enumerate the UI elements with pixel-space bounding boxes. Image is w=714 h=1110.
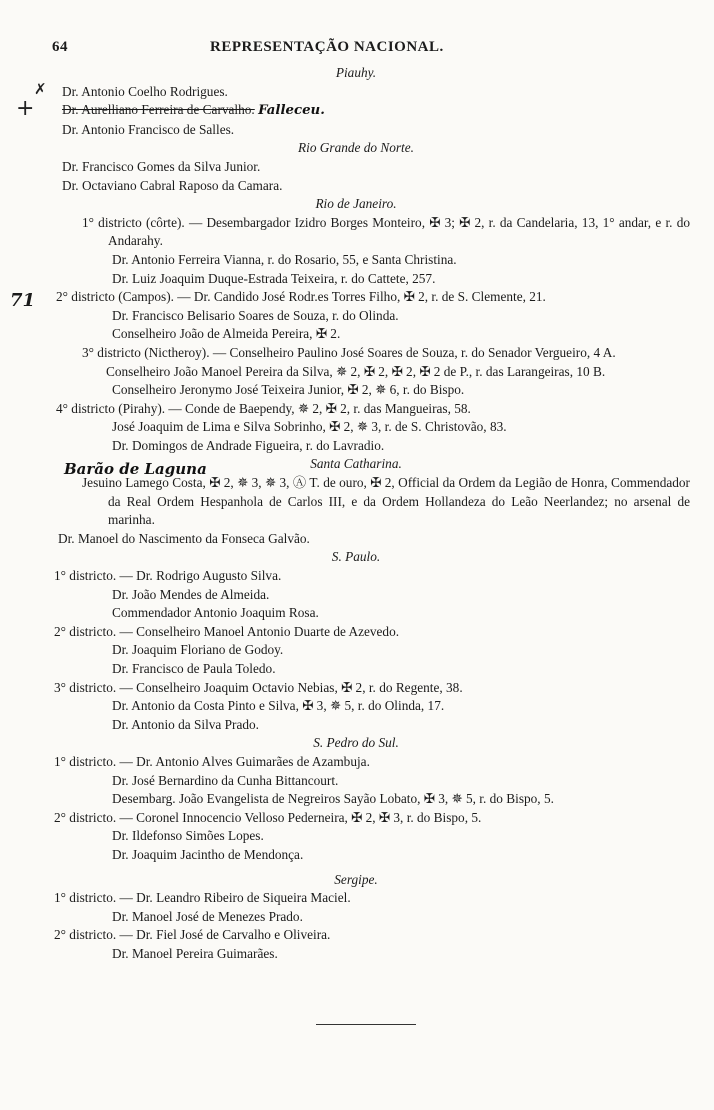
region-title-rio-de-janeiro: Rio de Janeiro.: [315, 196, 397, 212]
deputies-list: [22, 64, 690, 964]
list-item: Dr. Francisco Belisario Soares de Souza, r. do Olinda.: [112, 307, 399, 323]
list-item: 4° districto (Pirahy). — Conde de Baependy, ✵ 2, ✠ 2, r. das Mangueiras, 58.: [56, 400, 471, 416]
margin-tick-mark: ✗: [34, 80, 47, 98]
list-item: Conselheiro Jeronymo José Teixeira Junior, ✠ 2, ✵ 6, r. do Bispo.: [112, 382, 465, 398]
list-item: Dr. Joaquim Floriano de Godoy.: [112, 642, 284, 658]
list-item: Dr. João Mendes de Almeida.: [112, 586, 270, 602]
region-title-rio-grande-do-norte: Rio Grande do Norte.: [298, 140, 414, 156]
region-title-sao-pedro-do-sul: S. Pedro do Sul.: [313, 735, 399, 751]
list-item: Dr. Ildefonso Simões Lopes.: [112, 828, 264, 844]
list-item: Dr. Antonio da Silva Prado.: [112, 716, 259, 732]
list-item: 2° districto. — Conselheiro Manoel Antonio Duarte de Azevedo.: [54, 623, 400, 639]
list-item: Conselheiro João Manoel Pereira da Silva, ✵ 2, ✠ 2, ✠ 2, ✠ 2 de P., r. das Larangeiras, 10 B.: [106, 363, 606, 379]
list-item: Dr. Manoel Pereira Guimarães.: [112, 945, 278, 961]
list-item: 1° districto. — Dr. Leandro Ribeiro de Siqueira Maciel.: [54, 890, 351, 906]
list-item: 2° districto (Campos). — Dr. Candido José Rodr.es Torres Filho, ✠ 2, r. de S. Clemente, 21.: [56, 289, 546, 305]
list-item: Dr. Manoel do Nascimento da Fonseca Galvão.: [58, 530, 310, 546]
list-item: Desembarg. João Evangelista de Negreiros Sayão Lobato, ✠ 3, ✵ 5, r. do Bispo, 5.: [112, 791, 554, 807]
list-item: Dr. Domingos de Andrade Figueira, r. do Lavradio.: [112, 437, 385, 453]
list-item: 1° districto. — Dr. Rodrigo Augusto Silva.: [54, 568, 282, 584]
list-item: Dr. Joaquim Jacintho de Mendonça.: [112, 846, 304, 862]
list-item: Dr. José Bernardino da Cunha Bittancourt.: [112, 772, 339, 788]
list-item: 1° districto. — Dr. Antonio Alves Guimarães de Azambuja.: [54, 753, 370, 769]
region-title-santa-catharina: Santa Catharina.: [310, 456, 402, 472]
list-item: Dr. Manoel José de Menezes Prado.: [112, 908, 303, 924]
list-item: José Joaquim de Lima e Silva Sobrinho, ✠ 2, ✵ 3, r. de S. Christovão, 83.: [112, 419, 507, 435]
handwritten-annotation: Falleceu.: [258, 103, 325, 119]
running-title: REPRESENTAÇÃO NACIONAL.: [210, 39, 444, 55]
struck-entry: Dr. Aurelliano Ferreira de Carvalho.: [62, 102, 255, 118]
margin-plus-mark: +: [16, 96, 35, 121]
list-item: 3° districto (Nictheroy). — Conselheiro Paulino José Soares de Souza, r. do Senador Vergueiro, 4 A.: [82, 344, 616, 360]
list-item: Dr. Francisco Gomes da Silva Junior.: [62, 158, 261, 174]
list-item: 3° districto. — Conselheiro Joaquim Octavio Nebias, ✠ 2, r. do Regente, 38.: [54, 679, 463, 695]
margin-handwritten-note: 71: [10, 290, 36, 311]
list-item: Commendador Antonio Joaquim Rosa.: [112, 605, 319, 621]
handwritten-annotation: Barão de Laguna: [64, 460, 207, 479]
page-number: 64: [52, 39, 68, 55]
list-item: 2° districto. — Coronel Innocencio Velloso Pederneira, ✠ 2, ✠ 3, r. do Bispo, 5.: [54, 809, 482, 825]
list-item: Conselheiro João de Almeida Pereira, ✠ 2.: [112, 326, 341, 342]
page-header: [52, 38, 652, 58]
region-title-piauhy: Piauhy.: [335, 65, 377, 80]
list-item: 2° districto. — Dr. Fiel José de Carvalho e Oliveira.: [54, 927, 331, 943]
list-item: Dr. Antonio Coelho Rodrigues.: [62, 83, 228, 99]
region-title-sergipe: Sergipe.: [334, 871, 378, 887]
list-item: Dr. Antonio da Costa Pinto e Silva, ✠ 3, ✵ 5, r. do Olinda, 17.: [112, 698, 445, 714]
list-item: Dr. Antonio Ferreira Vianna, r. do Rosario, 55, e Santa Christina.: [112, 251, 457, 267]
list-item: Dr. Francisco de Paula Toledo.: [112, 661, 276, 676]
list-item: Dr. Octaviano Cabral Raposo da Camara.: [62, 177, 283, 193]
list-item: 1° districto (côrte). — Desembargador Izidro Borges Monteiro, ✠ 3; ✠ 2, r. da Candelaria, 13, 1° andar, e r. do Andarahy.: [82, 214, 690, 249]
list-item: Dr. Luiz Joaquim Duque-Estrada Teixeira, r. do Cattete, 257.: [112, 270, 436, 286]
list-item: Dr. Antonio Francisco de Salles.: [62, 121, 235, 137]
list-item-struck: [22, 101, 690, 121]
list-item: Jesuino Lamego Costa, ✠ 2, ✵ 3, ✵ 3, Ⓐ T. de ouro, ✠ 2, Official da Ordem da Legião de Honra, Commendador da Real Ordem Hespanhola de Carlos III, e da Ordem Hollandeza do Leão Neerlandez; no arsenal de marinha.: [82, 475, 690, 528]
closing-rule: [316, 1024, 416, 1025]
region-title-sao-paulo: S. Paulo.: [331, 549, 381, 565]
